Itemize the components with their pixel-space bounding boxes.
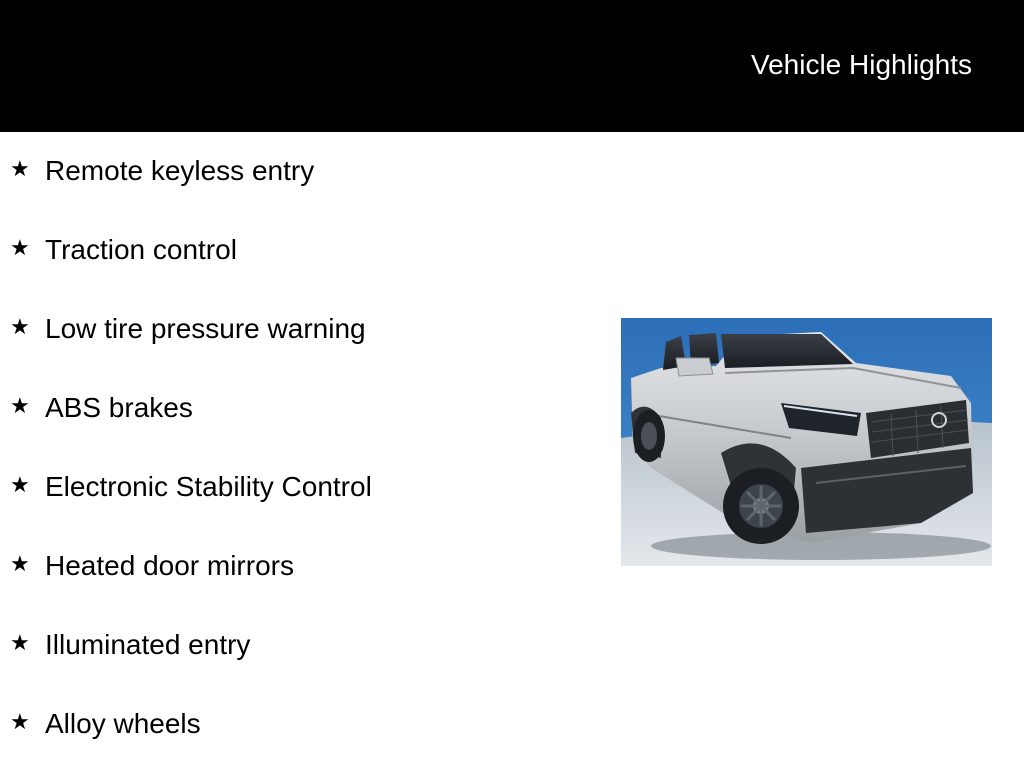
feature-item (0, 132, 600, 211)
feature-item (0, 290, 600, 369)
feature-label: Electronic Stability Control (45, 471, 372, 502)
star-icon: ★ (10, 630, 30, 655)
star-icon: ★ (10, 709, 30, 734)
star-icon: ★ (10, 314, 30, 339)
feature-item (0, 211, 600, 290)
star-icon: ★ (10, 235, 30, 260)
feature-label: Remote keyless entry (45, 155, 315, 186)
star-icon: ★ (10, 551, 30, 576)
feature-item (0, 606, 600, 685)
feature-label: Traction control (45, 234, 237, 265)
vehicle-photo (621, 318, 992, 566)
feature-label: Illuminated entry (45, 629, 251, 660)
star-icon: ★ (10, 393, 30, 418)
page-title: Vehicle Highlights (750, 49, 972, 80)
header-bar (0, 0, 1024, 132)
feature-item (0, 685, 600, 764)
feature-list (0, 132, 600, 764)
star-icon: ★ (10, 472, 30, 497)
star-icon: ★ (10, 156, 30, 181)
feature-item (0, 527, 600, 606)
feature-item (0, 369, 600, 448)
feature-item (0, 448, 600, 527)
feature-label: Low tire pressure warning (45, 313, 366, 344)
feature-label: Heated door mirrors (45, 550, 294, 581)
feature-label: ABS brakes (45, 392, 193, 423)
feature-label: Alloy wheels (45, 708, 201, 739)
